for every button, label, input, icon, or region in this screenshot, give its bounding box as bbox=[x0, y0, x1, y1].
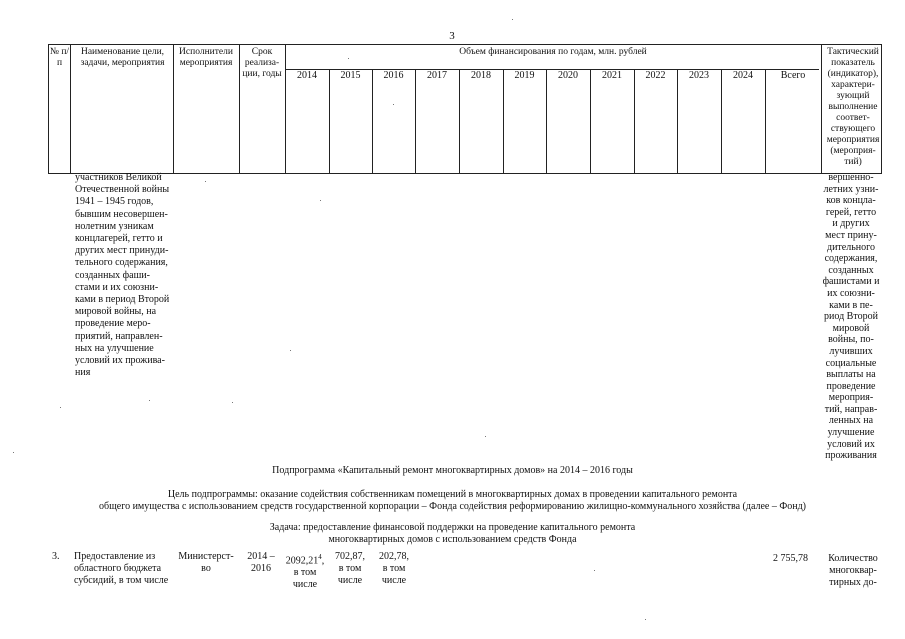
task-line1: Задача: предоставление финансовой поддержки на проведение капитального ремонта bbox=[269, 522, 636, 533]
row3-indicator: Количество многоквар- тирных до- bbox=[828, 553, 878, 588]
continuation-right: вершенно- летних узни- ков концла- герей, гетто и других мест прину- дительного содержания, созданных фашистами и их союзни- ками в пе- риод Второй мировой войны, по- лучивших социальные выплаты на проведение мероприя- тий, направ- ленных на улучшение условий их проживания bbox=[822, 172, 880, 462]
header-term: Срок реализа-ции, годы bbox=[242, 47, 282, 79]
subprogram-title: Подпрограмма «Капитальный ремонт многоквартирных домов» на 2014 – 2016 годы bbox=[272, 465, 633, 476]
year-2015: 2015 bbox=[340, 70, 361, 81]
year-2022: 2022 bbox=[645, 70, 666, 81]
year-2019: 2019 bbox=[514, 70, 535, 81]
table-header bbox=[48, 44, 882, 174]
year-2023: 2023 bbox=[689, 70, 709, 81]
header-num: № п/п bbox=[49, 47, 70, 68]
row3-term: 2014 – 2016 bbox=[247, 551, 275, 574]
year-2024: 2024 bbox=[733, 70, 753, 81]
subprogram-goal-line2: общего имущества с использованием средств государственной корпорации – Фонда содействия реформированию жилищно-коммунального хозяйства (далее – Фонд) bbox=[98, 501, 807, 512]
year-2017: 2017 bbox=[427, 70, 447, 81]
year-2014: 2014 bbox=[297, 70, 317, 81]
header-indicator: Тактический показатель (индикатор), характери-зующий выполнение соответ-ствующего мероприятия (мероприя-тий) bbox=[826, 47, 880, 167]
continuation-left: участников Великой Отечественной войны 1941 – 1945 годов, бывшим несовершен- нолетним узникам концлагерей, гетто и других мест принуди- тельного содержания, созданных фаши- стами и их союзни- ками в период Второй мировой войны, на проведение меро- приятий, направлен- ных на улучшение условий их прожива- ния bbox=[75, 172, 170, 379]
page-number: 3 bbox=[449, 30, 455, 42]
row3-num: 3. bbox=[52, 551, 60, 562]
year-total: Всего bbox=[780, 70, 806, 81]
header-funding: Объем финансирования по годам, млн. рублей bbox=[459, 47, 647, 57]
row3-2016: 202,78, в том числе bbox=[379, 551, 409, 586]
year-2016: 2016 bbox=[383, 70, 404, 81]
year-2020: 2020 bbox=[558, 70, 578, 81]
row3-total: 2 755,78 bbox=[773, 553, 808, 564]
year-2021: 2021 bbox=[602, 70, 622, 81]
year-2018: 2018 bbox=[471, 70, 491, 81]
header-name: Наименование цели, задачи, мероприятия bbox=[80, 47, 165, 68]
subprogram-goal-line1: Цель подпрограммы: оказание содействия собственникам помещений в многоквартирных домах в проведении капитального ремонта bbox=[167, 489, 738, 500]
header-executors: Исполнители мероприятия bbox=[179, 47, 233, 68]
row3-2014: 2092,21$^4$, в том числе bbox=[285, 553, 325, 591]
row3-executor: Министерст- во bbox=[178, 551, 234, 574]
row3-2015: 702,87, в том числе bbox=[335, 551, 365, 586]
task-line2: многоквартирных домов с использованием средств Фонда bbox=[328, 534, 577, 545]
row3-name: Предоставление из областного бюджета субсидий, в том числе bbox=[74, 551, 169, 586]
